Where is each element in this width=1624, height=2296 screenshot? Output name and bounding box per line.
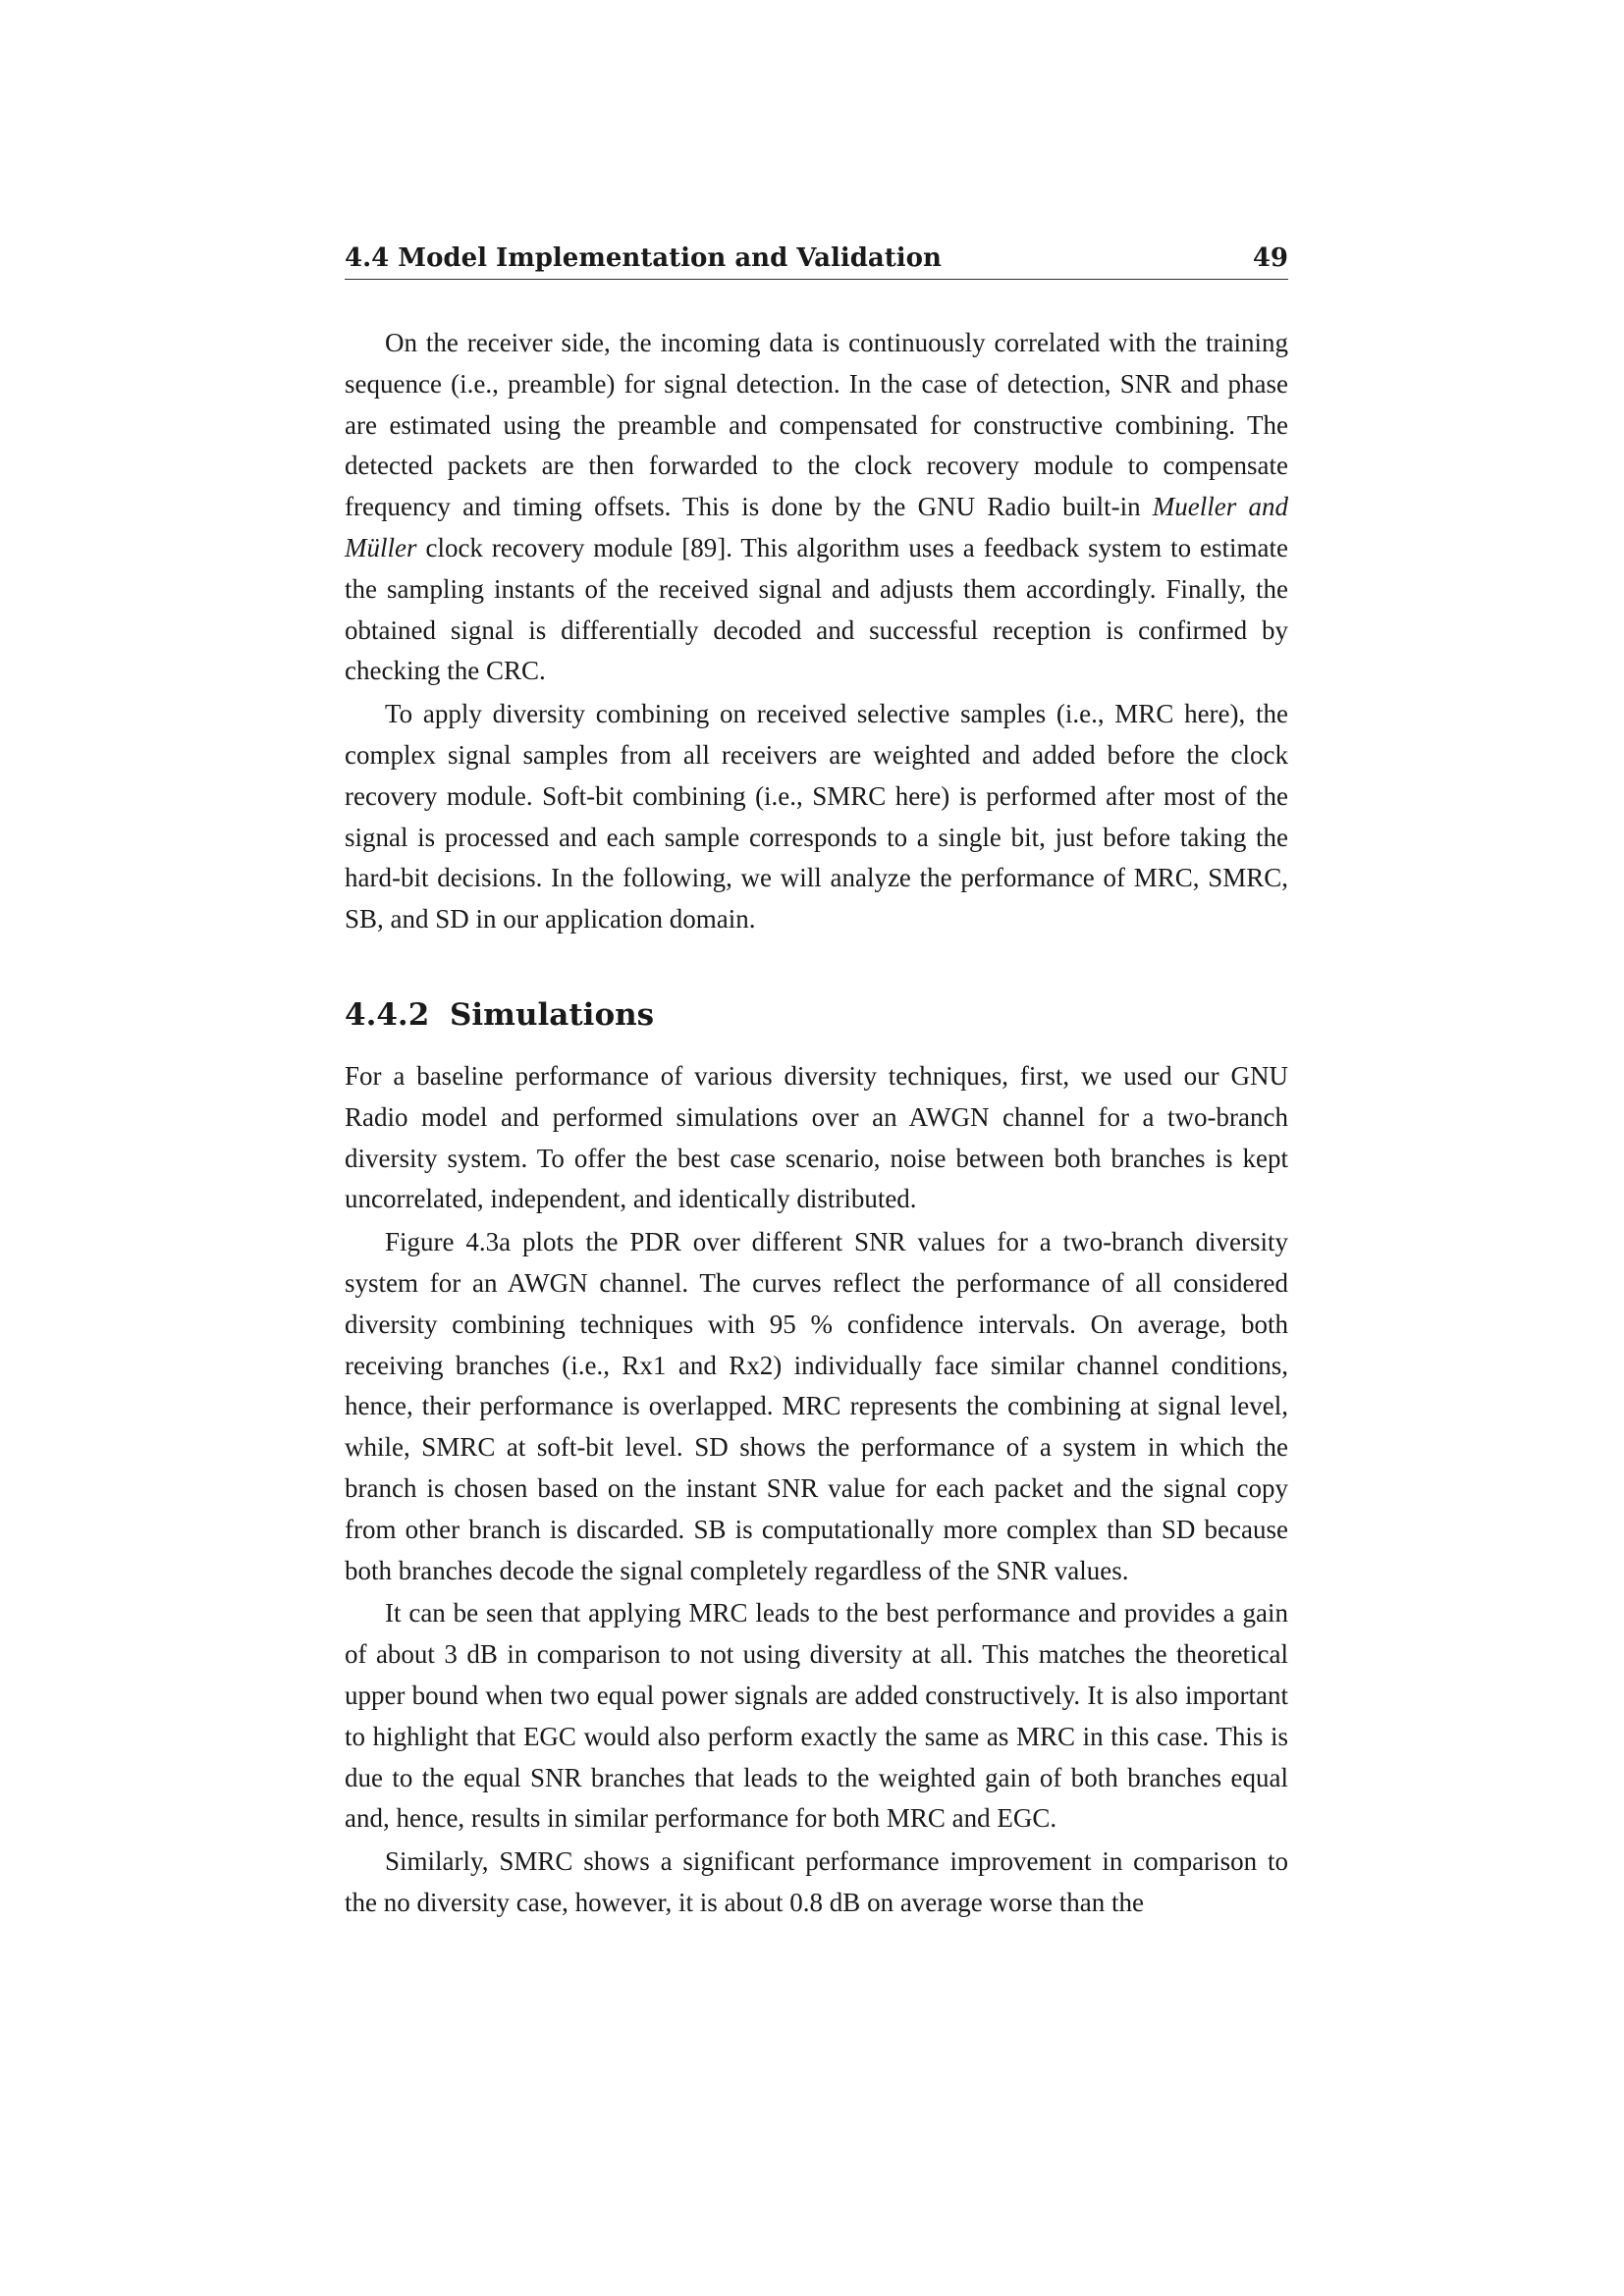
paragraph-figure-4-3a: Figure 4.3a plots the PDR over different SNR values for a two-branch diversity system for an AWGN channel. The curves reflect the performance of all considered diversity combining techniques with 95 % confidence intervals. On average, both receiving branches (i.e., Rx1 and Rx2) individually face similar channel conditions, hence, their performance is overlapped. MRC represents the combining at signal level, while, SMRC at soft-bit level. SD shows the performance of a system in which the branch is chosen based on the instant SNR value for each packet and the signal copy from other branch is discarded. SB is computationally more complex than SD because both branches decode the signal completely regardless of the SNR values. (345, 1227, 1288, 1585)
paragraph-mrc-gain: It can be seen that applying MRC leads to the best performance and provides a gain of about 3 dB in comparison to not using diversity at all. This matches the theoretical upper bound when two equal power signals are added constructively. It is also important to highlight that EGC would also perform exactly the same as MRC in this case. This is due to the equal SNR branches that leads to the weighted gain of both branches equal and, hence, results in similar performance for both MRC and EGC. (345, 1598, 1288, 1834)
paragraph-baseline: For a baseline performance of various diversity techniques, first, we used our GNU Radio model and performed simulations over an AWGN channel for a two-branch diversity system. To offer the best case scenario, noise between both branches is kept uncorrelated, independent, and identically distributed. (345, 1060, 1288, 1214)
body-text (345, 323, 1288, 1924)
paragraph-text: clock recovery module [89]. This algorithm uses a feedback system to estimate the sampling instants of the received signal and adjusts them accordingly. Finally, the obtained signal is differentially decoded and successful reception is confirmed by checking the CRC. (345, 532, 1288, 686)
paragraph-text: On the receiver side, the incoming data is continuously correlated with the training sequence (i.e., preamble) for signal detection. In the case of detection, SNR and phase are estimated using the preamble and compensated for constructive combining. The detected packets are then forwarded to the clock recovery module to compensate frequency and timing offsets. This is done by the GNU Radio built-in (345, 328, 1288, 522)
page-number: 49 (1252, 243, 1288, 273)
section-number: 4.4.2 (345, 996, 430, 1033)
running-header-title: 4.4 Model Implementation and Validation (345, 243, 942, 273)
paragraph-diversity-combining: To apply diversity combining on received selective samples (i.e., MRC here), the complex signal samples from all receivers are weighted and added before the clock recovery module. Soft-bit combining (i.e., SMRC here) is performed after most of the signal is processed and each sample corresponds to a single bit, just before taking the hard-bit decisions. In the following, we will analyze the performance of MRC, SMRC, SB, and SD in our application domain. (345, 699, 1288, 934)
paragraph-receiver-side (345, 323, 1288, 692)
emphasis-mueller-muller: Mueller and Müller (345, 492, 1288, 562)
paragraph-smrc: Similarly, SMRC shows a significant performance improvement in comparison to the no diversity case, however, it is about 0.8 dB on average worse than the (345, 1846, 1288, 1917)
running-header (345, 241, 1288, 280)
page (345, 241, 1288, 1926)
section-heading (345, 995, 1288, 1035)
section-title: Simulations (450, 996, 655, 1033)
